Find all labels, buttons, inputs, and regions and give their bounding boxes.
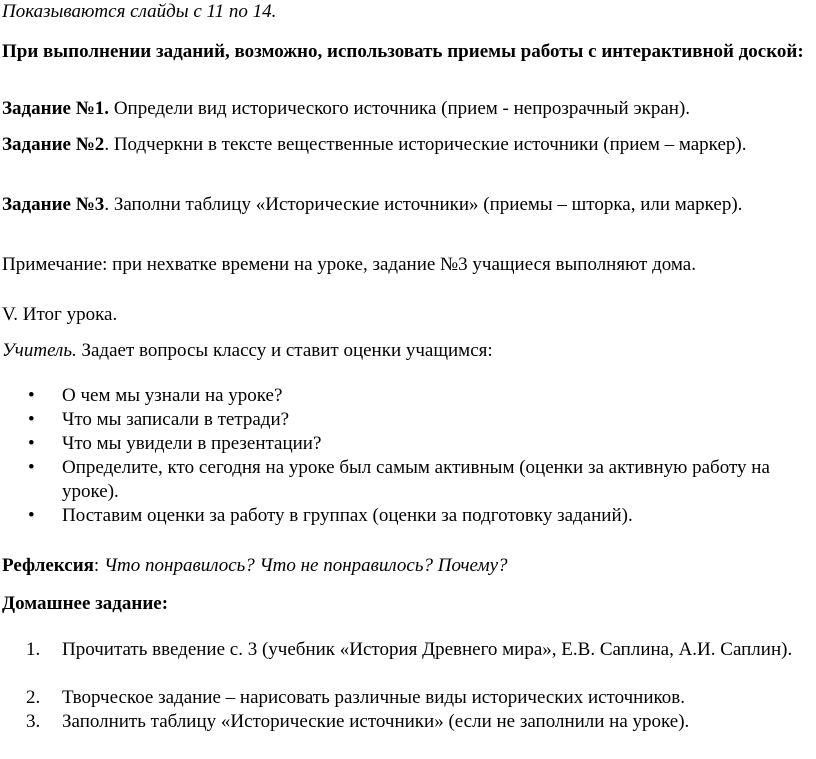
task-3-text: . Заполни таблицу «Исторические источники» (приемы – шторка, или маркер).	[104, 194, 743, 215]
reflection-text: Что понравилось? Что не понравилось? Почему?	[103, 555, 508, 576]
task-1	[2, 97, 810, 121]
teacher-text: Задает вопросы классу и ставит оценки учащимся:	[76, 340, 493, 361]
reflection-sep: :	[93, 555, 104, 576]
bullet-icon: •	[28, 457, 35, 478]
interactive-heading: При выполнении заданий, возможно, использовать приемы работы с интерактивной доской:	[2, 41, 804, 62]
intro-text: Показываются слайды с 11 по 14.	[2, 1, 277, 22]
reflection-label: Рефлексия	[2, 555, 94, 576]
bullet-icon: •	[28, 385, 35, 406]
task-2-label: Задание №2	[2, 134, 105, 155]
question-text: Определите, кто сегодня на уроке был самым активным (оценки за активную работу на уроке).	[62, 457, 770, 502]
bullet-icon: •	[28, 433, 35, 454]
item-number: 1.	[26, 639, 41, 660]
bullet-icon: •	[28, 505, 35, 526]
item-number: 3.	[26, 711, 41, 732]
item-number: 2.	[26, 687, 41, 708]
task-3-label: Задание №3	[2, 194, 105, 215]
task-2	[2, 133, 810, 157]
homework-text: Заполнить таблицу «Исторические источники» (если не заполнили на уроке).	[62, 711, 690, 732]
teacher-label: Учитель.	[2, 340, 77, 361]
note-text: Примечание: при нехватке времени на уроке, задание №3 учащиеся выполняют дома.	[2, 254, 696, 275]
task-2-text: . Подчеркни в тексте вещественные исторические источники (прием – маркер).	[104, 134, 747, 155]
homework-text: Творческое задание – нарисовать различные виды исторических источников.	[62, 687, 685, 708]
bullet-icon: •	[28, 409, 35, 430]
question-text: Что мы увидели в презентации?	[62, 433, 322, 454]
reflection-line	[2, 554, 810, 578]
section-title: V. Итог урока.	[2, 304, 118, 325]
question-text: Что мы записали в тетради?	[62, 409, 290, 430]
task-3	[2, 193, 810, 217]
task-1-text: Определи вид исторического источника (прием - непрозрачный экран).	[109, 98, 691, 119]
question-text: О чем мы узнали на уроке?	[62, 385, 283, 406]
question-text: Поставим оценки за работу в группах (оценки за подготовку заданий).	[62, 505, 633, 526]
teacher-line	[2, 339, 810, 363]
homework-title: Домашнее задание:	[2, 593, 169, 614]
task-1-label: Задание №1.	[2, 98, 110, 119]
homework-text: Прочитать введение с. 3 (учебник «История Древнего мира», Е.В. Саплина, А.И. Саплин).	[62, 639, 793, 660]
